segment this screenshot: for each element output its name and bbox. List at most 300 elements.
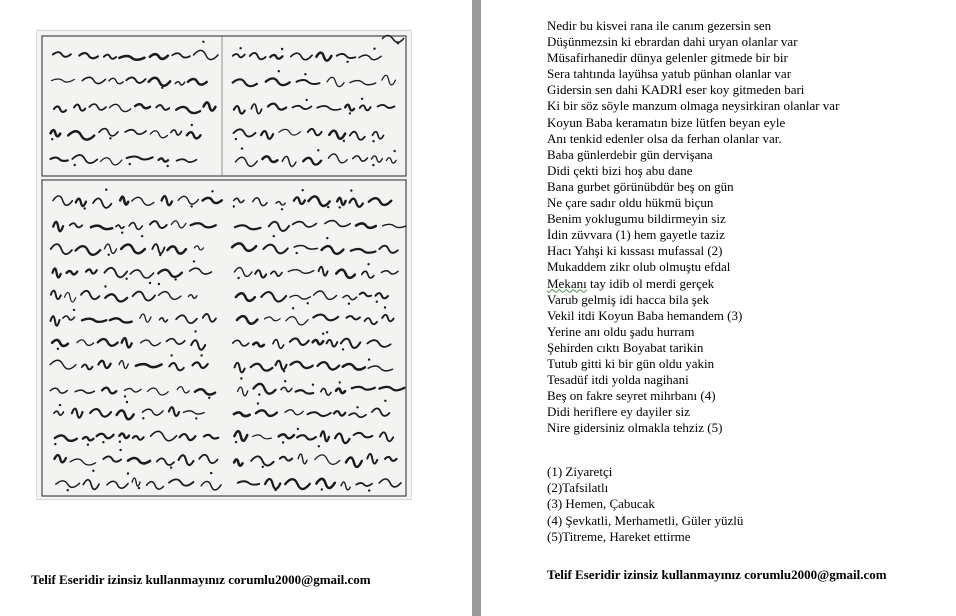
calligraphy-stroke — [133, 436, 144, 440]
calligraphy-stroke — [74, 104, 85, 110]
calligraphy-stroke — [291, 362, 313, 368]
calligraphy-dot — [92, 470, 94, 472]
calligraphy-stroke — [65, 292, 76, 302]
calligraphy-dot — [161, 87, 163, 89]
calligraphy-stroke — [82, 77, 105, 83]
calligraphy-stroke — [238, 481, 259, 484]
calligraphy-stroke — [51, 79, 74, 82]
calligraphy-dot — [119, 441, 121, 443]
calligraphy-stroke — [179, 455, 194, 465]
poem-line: Varub gelmiş idi hacca bila şek — [547, 291, 710, 307]
calligraphy-dot — [307, 302, 309, 304]
calligraphy-dot — [235, 138, 237, 140]
calligraphy-stroke — [177, 387, 189, 393]
calligraphy-dot — [170, 466, 172, 468]
calligraphy-stroke — [76, 246, 101, 255]
calligraphy-stroke — [265, 479, 280, 489]
calligraphy-stroke — [125, 130, 146, 134]
calligraphy-stroke — [379, 246, 397, 253]
calligraphy-stroke — [51, 130, 61, 136]
calligraphy-stroke — [159, 292, 181, 300]
calligraphy-stroke — [116, 225, 124, 228]
calligraphy-stroke — [303, 158, 321, 165]
poem-line: Didi çekti bizi hoş abu dane — [547, 162, 693, 178]
poem-line: Koyun Baba keramatın bize lütfen beyan eyle — [547, 114, 786, 130]
calligraphy-stroke — [297, 435, 316, 439]
calligraphy-stroke — [119, 56, 144, 60]
left-page — [0, 0, 472, 616]
calligraphy-stroke — [261, 292, 286, 302]
calligraphy-dot — [191, 124, 193, 126]
calligraphy-stroke — [256, 410, 277, 416]
calligraphy-stroke — [53, 52, 71, 57]
calligraphy-stroke — [298, 454, 307, 464]
calligraphy-dot — [211, 190, 213, 192]
calligraphy-stroke — [286, 317, 308, 325]
calligraphy-stroke — [201, 481, 221, 489]
poem-line: Benim yoklugumu bildirmeyin siz — [547, 211, 726, 227]
calligraphy-stroke — [276, 202, 285, 205]
calligraphy-stroke — [70, 223, 83, 227]
calligraphy-dot — [193, 260, 195, 262]
calligraphy-stroke — [376, 293, 388, 298]
calligraphy-dot — [273, 235, 275, 237]
calligraphy-dot — [361, 98, 363, 100]
calligraphy-stroke — [51, 291, 61, 300]
calligraphy-stroke — [119, 433, 129, 438]
calligraphy-stroke — [98, 339, 118, 346]
calligraphy-stroke — [234, 412, 250, 416]
calligraphy-stroke — [261, 131, 273, 139]
calligraphy-stroke — [194, 50, 219, 59]
calligraphy-stroke — [382, 315, 393, 322]
calligraphy-stroke — [352, 387, 375, 390]
calligraphy-dot — [102, 441, 104, 443]
calligraphy-dot — [297, 428, 299, 430]
calligraphy-dot — [57, 348, 59, 350]
calligraphy-stroke — [285, 479, 310, 489]
calligraphy-stroke — [120, 197, 128, 205]
calligraphy-stroke — [53, 196, 72, 205]
calligraphy-dot — [59, 404, 61, 406]
calligraphy-dot — [326, 331, 328, 333]
calligraphy-stroke — [350, 132, 365, 140]
calligraphy-stroke — [266, 78, 290, 85]
calligraphy-stroke — [147, 482, 164, 490]
calligraphy-stroke — [367, 454, 377, 464]
calligraphy-dot — [87, 444, 89, 446]
calligraphy-stroke — [293, 222, 317, 227]
calligraphy-dot — [195, 417, 197, 419]
poem-line: Vekil itdi Koyun Baba hemandem (3) — [547, 307, 743, 323]
calligraphy-dot — [296, 252, 298, 254]
calligraphy-stroke — [188, 79, 207, 85]
calligraphy-stroke — [75, 390, 94, 393]
calligraphy-stroke — [143, 409, 164, 415]
calligraphy-stroke — [194, 246, 203, 250]
calligraphy-dot — [121, 232, 123, 234]
calligraphy-stroke — [294, 197, 305, 204]
calligraphy-stroke — [150, 131, 167, 138]
calligraphy-stroke — [129, 223, 142, 230]
calligraphy-stroke — [288, 270, 314, 274]
calligraphy-stroke — [188, 295, 197, 299]
footnotes — [547, 464, 743, 545]
calligraphy-stroke — [350, 81, 376, 85]
calligraphy-dot — [105, 189, 107, 191]
calligraphy-stroke — [157, 458, 174, 465]
calligraphy-stroke — [152, 244, 164, 254]
calligraphy-dot — [174, 278, 176, 280]
calligraphy-stroke — [105, 244, 117, 253]
calligraphy-dot — [233, 205, 235, 207]
poem-line: Mukaddem zikr olub olmuştu efdal — [547, 259, 731, 275]
calligraphy-dot — [74, 164, 76, 166]
calligraphy-stroke — [368, 366, 392, 371]
calligraphy-dot — [258, 393, 260, 395]
calligraphy-stroke — [199, 455, 217, 463]
calligraphy-stroke — [50, 388, 67, 393]
poem-line: Tesadüf itdi yolda nagihani — [547, 372, 689, 388]
calligraphy-stroke — [346, 316, 360, 319]
poem-line: Ne çare sadır oldu hükmü biçun — [547, 195, 714, 211]
calligraphy-stroke — [360, 293, 371, 297]
copyright-footer-left: Telif Eseridir izinsiz kullanmayınız corumlu2000@gmail.com — [31, 572, 371, 587]
calligraphy-stroke — [343, 364, 365, 370]
calligraphy-stroke — [121, 245, 145, 254]
calligraphy-stroke — [321, 388, 331, 395]
calligraphy-dot — [384, 306, 386, 308]
calligraphy-stroke — [82, 365, 93, 370]
calligraphy-stroke — [336, 270, 355, 278]
calligraphy-dot — [281, 48, 283, 50]
poem-line: Baba günlerdebir gün dervişana — [547, 146, 713, 162]
calligraphy-stroke — [51, 316, 60, 326]
calligraphy-stroke — [54, 411, 64, 415]
calligraphy-dot — [342, 348, 344, 350]
calligraphy-dot — [124, 395, 126, 397]
calligraphy-stroke — [325, 221, 350, 227]
calligraphy-dot — [210, 472, 212, 474]
calligraphy-dot — [237, 277, 239, 279]
calligraphy-dot — [283, 370, 285, 372]
calligraphy-stroke — [383, 224, 406, 227]
copyright-footer-right: Telif Eseridir izinsiz kullanmayınız corumlu2000@gmail.com — [547, 567, 887, 582]
calligraphy-stroke — [235, 363, 245, 373]
calligraphy-dot — [73, 309, 75, 311]
calligraphy-stroke — [102, 388, 116, 394]
footnote-line: (2)Tafsilatlı — [547, 480, 609, 496]
calligraphy-stroke — [180, 434, 196, 440]
calligraphy-stroke — [83, 480, 99, 490]
calligraphy-stroke — [290, 338, 309, 345]
calligraphy-dot — [368, 489, 370, 491]
calligraphy-stroke — [253, 198, 267, 206]
calligraphy-stroke — [322, 246, 344, 254]
calligraphy-stroke — [103, 456, 121, 461]
calligraphy-dot — [384, 400, 386, 402]
calligraphy-dot — [302, 189, 304, 191]
calligraphy-stroke — [195, 389, 215, 394]
manuscript-corner-mark — [380, 30, 406, 48]
calligraphy-stroke — [175, 82, 184, 85]
calligraphy-stroke — [177, 159, 197, 162]
calligraphy-stroke — [291, 53, 312, 60]
calligraphy-dot — [304, 73, 306, 75]
calligraphy-stroke — [372, 408, 390, 415]
page-divider — [472, 0, 481, 616]
manuscript-image — [36, 30, 412, 500]
calligraphy-stroke — [55, 455, 66, 462]
calligraphy-stroke — [147, 388, 168, 395]
calligraphy-dot — [312, 384, 314, 386]
calligraphy-stroke — [354, 433, 373, 438]
calligraphy-stroke — [234, 431, 247, 441]
calligraphy-stroke — [265, 317, 281, 321]
calligraphy-dot — [191, 205, 193, 207]
calligraphy-stroke — [307, 412, 330, 416]
calligraphy-stroke — [176, 107, 200, 113]
calligraphy-stroke — [166, 339, 184, 344]
calligraphy-stroke — [122, 338, 132, 347]
calligraphy-stroke — [70, 459, 96, 465]
calligraphy-stroke — [294, 246, 317, 250]
calligraphy-stroke — [127, 157, 153, 160]
calligraphy-stroke — [104, 55, 116, 59]
calligraphy-stroke — [90, 409, 111, 417]
calligraphy-stroke — [187, 132, 201, 138]
calligraphy-dot — [322, 333, 324, 335]
calligraphy-dot — [149, 282, 151, 284]
calligraphy-stroke — [327, 77, 344, 86]
poem-line: Düşünmezsin ki ebrardan dahi uryan olanlar var — [547, 34, 798, 50]
calligraphy-dot — [159, 254, 161, 256]
calligraphy-stroke — [54, 106, 66, 111]
calligraphy-dot — [142, 417, 144, 419]
calligraphy-dot — [321, 488, 323, 490]
poem-line: Mekanı tay idib ol merdi gerçek — [547, 275, 715, 291]
calligraphy-stroke — [285, 410, 303, 415]
calligraphy-dot — [240, 377, 242, 379]
calligraphy-stroke — [380, 432, 393, 441]
calligraphy-stroke — [250, 53, 266, 59]
calligraphy-dot — [278, 70, 280, 72]
calligraphy-stroke — [308, 129, 322, 135]
footnote-line: (4) Şevkatli, Merhametli, Güler yüzlü — [547, 512, 744, 528]
calligraphy-stroke — [280, 457, 292, 461]
calligraphy-stroke — [316, 479, 334, 488]
calligraphy-stroke — [279, 129, 301, 135]
calligraphy-stroke — [367, 340, 390, 347]
calligraphy-stroke — [168, 246, 186, 253]
calligraphy-stroke — [93, 198, 111, 207]
poem-line: Nedir bu kisvei rana ile canım gezersin sen — [547, 18, 772, 33]
calligraphy-stroke — [337, 54, 356, 58]
calligraphy-dot — [262, 466, 264, 468]
calligraphy-dot — [343, 140, 345, 142]
calligraphy-stroke — [156, 105, 169, 110]
calligraphy-stroke — [234, 268, 252, 277]
calligraphy-dot — [367, 263, 369, 265]
calligraphy-stroke — [313, 340, 324, 344]
calligraphy-stroke — [382, 75, 396, 85]
calligraphy-dot — [239, 47, 241, 49]
poem-line: Sera tahtında layühsa yatub pünhan olanlar var — [547, 66, 792, 82]
calligraphy-stroke — [50, 360, 76, 369]
calligraphy-stroke — [191, 223, 216, 227]
calligraphy-stroke — [232, 243, 256, 250]
calligraphy-stroke — [158, 270, 182, 277]
calligraphy-stroke — [107, 481, 128, 488]
calligraphy-stroke — [371, 156, 382, 162]
calligraphy-stroke — [321, 431, 329, 441]
calligraphy-stroke — [254, 384, 276, 394]
calligraphy-stroke — [233, 79, 257, 86]
calligraphy-stroke — [327, 340, 338, 347]
calligraphy-stroke — [204, 102, 216, 110]
calligraphy-stroke — [360, 105, 371, 110]
calligraphy-stroke — [253, 435, 272, 439]
calligraphy-stroke — [79, 53, 98, 58]
calligraphy-stroke — [235, 225, 261, 229]
calligraphy-stroke — [251, 456, 273, 465]
calligraphy-stroke — [51, 244, 72, 254]
calligraphy-stroke — [234, 459, 242, 465]
footnote-line: (5)Titreme, Hareket ettirme — [547, 528, 691, 544]
calligraphy-dot — [257, 402, 259, 404]
calligraphy-dot — [339, 206, 341, 208]
poem-line: İdin züvvara (1) hem gayetle taziz — [547, 227, 725, 243]
calligraphy-dot — [372, 140, 374, 142]
calligraphy-dot — [348, 303, 350, 305]
calligraphy-stroke — [52, 340, 68, 346]
calligraphy-stroke — [379, 479, 401, 487]
calligraphy-stroke — [119, 361, 128, 369]
calligraphy-stroke — [204, 435, 218, 439]
calligraphy-stroke — [151, 431, 177, 440]
calligraphy-stroke — [315, 455, 340, 464]
poem-line: Ki bir söz söyle manzum olmaga neysirkiran olanlar var — [547, 98, 840, 114]
right-page — [481, 0, 956, 616]
calligraphy-stroke — [193, 362, 208, 368]
calligraphy-dot — [327, 206, 329, 208]
calligraphy-dot — [138, 487, 140, 489]
poem-line: Bana gurbet görünübdür beş on gün — [547, 178, 734, 194]
calligraphy-stroke — [149, 78, 171, 86]
calligraphy-stroke — [234, 129, 256, 136]
calligraphy-dot — [306, 99, 308, 101]
calligraphy-stroke — [77, 340, 94, 346]
calligraphy-stroke — [316, 53, 331, 61]
calligraphy-stroke — [253, 343, 264, 347]
calligraphy-stroke — [262, 156, 277, 162]
calligraphy-dot — [54, 443, 56, 445]
poem-line: Şehirden cıktı Boyabat tarikin — [547, 339, 704, 355]
poem-line: Anı tenkid edenler olsa da ferhan olanlar var. — [547, 130, 782, 146]
calligraphy-stroke — [126, 77, 145, 83]
calligraphy-stroke — [68, 131, 94, 139]
calligraphy-stroke — [318, 362, 340, 369]
calligraphy-dot — [368, 358, 370, 360]
calligraphy-stroke — [105, 268, 128, 277]
calligraphy-stroke — [150, 221, 167, 228]
calligraphy-stroke — [171, 130, 182, 135]
calligraphy-stroke — [76, 199, 86, 206]
calligraphy-stroke — [319, 267, 328, 276]
calligraphy-stroke — [169, 407, 179, 416]
calligraphy-stroke — [381, 271, 398, 274]
calligraphy-stroke — [353, 156, 368, 161]
calligraphy-stroke — [379, 387, 404, 390]
calligraphy-dot — [84, 207, 86, 209]
calligraphy-dot — [126, 401, 128, 403]
spellcheck-underline: Mekanı — [547, 275, 587, 291]
calligraphy-dot — [350, 189, 352, 191]
calligraphy-stroke — [279, 434, 294, 438]
calligraphy-stroke — [378, 105, 395, 108]
calligraphy-stroke — [238, 387, 248, 396]
calligraphy-dot — [292, 307, 294, 309]
calligraphy-dot — [109, 137, 111, 139]
calligraphy-stroke — [132, 197, 154, 205]
calligraphy-dot — [129, 163, 131, 165]
calligraphy-stroke — [282, 156, 296, 166]
calligraphy-dot — [274, 489, 276, 491]
calligraphy-stroke — [343, 296, 357, 300]
calligraphy-stroke — [290, 295, 311, 299]
calligraphy-stroke — [359, 55, 381, 60]
calligraphy-stroke — [314, 291, 337, 299]
calligraphy-stroke — [140, 314, 151, 322]
calligraphy-stroke — [270, 55, 282, 59]
calligraphy-dot — [372, 164, 374, 166]
calligraphy-dot — [376, 301, 378, 303]
calligraphy-stroke — [281, 387, 292, 391]
calligraphy-dot — [200, 354, 202, 356]
calligraphy-stroke — [350, 199, 363, 207]
calligraphy-stroke — [365, 318, 378, 324]
calligraphy-stroke — [269, 222, 289, 231]
calligraphy-dot — [119, 449, 121, 451]
calligraphy-stroke — [117, 410, 134, 419]
calligraphy-stroke — [105, 294, 127, 301]
calligraphy-dot — [282, 441, 284, 443]
calligraphy-stroke — [56, 481, 80, 488]
calligraphy-stroke — [203, 314, 216, 322]
calligraphy-dot — [104, 285, 106, 287]
calligraphy-dot — [284, 380, 286, 382]
poem-line: Hacı Yahşi ki kıssası mufassal (2) — [547, 243, 723, 259]
calligraphy-stroke — [373, 132, 384, 139]
calligraphy-stroke — [53, 268, 61, 277]
calligraphy-stroke — [271, 271, 282, 276]
calligraphy-dot — [326, 237, 328, 239]
calligraphy-dot — [108, 254, 110, 256]
calligraphy-stroke — [67, 271, 78, 274]
calligraphy-stroke — [237, 316, 257, 324]
calligraphy-stroke — [386, 158, 396, 163]
calligraphy-stroke — [345, 105, 354, 111]
calligraphy-dot — [235, 441, 237, 443]
calligraphy-stroke — [255, 270, 266, 277]
calligraphy-dot — [346, 61, 348, 63]
calligraphy-dot — [317, 149, 319, 151]
calligraphy-dot — [393, 150, 395, 152]
calligraphy-stroke — [72, 155, 97, 163]
calligraphy-stroke — [362, 271, 374, 278]
calligraphy-stroke — [82, 319, 106, 322]
calligraphy-stroke — [169, 479, 193, 485]
